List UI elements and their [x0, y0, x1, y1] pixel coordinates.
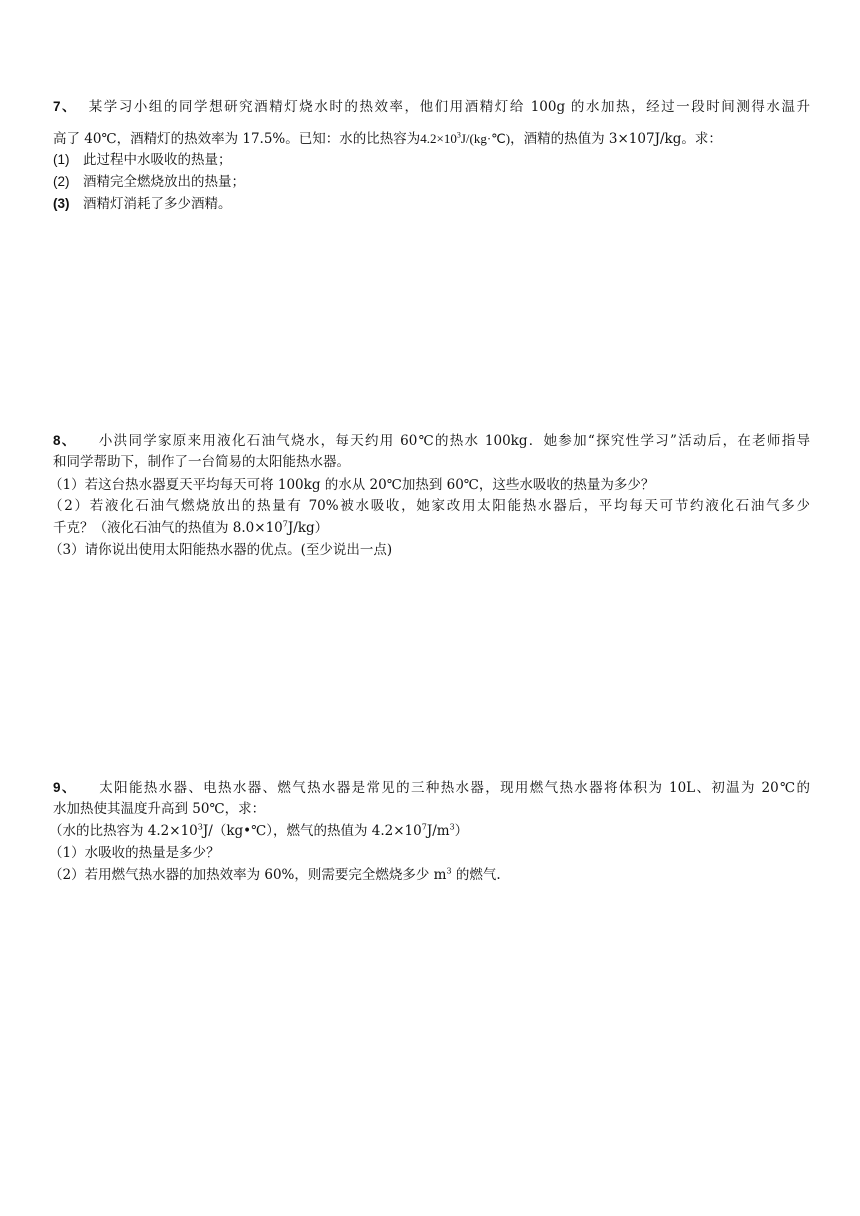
question-number: 8、 — [53, 433, 77, 448]
question-9-given: （水的比热容为 $4.2\times 10^3J/(kg•℃)$，燃气的热值为 $4.2\times 10^7J/m^3$） — [49, 822, 469, 839]
question-9-intro-line-1: 9、 太阳能热水器、电热水器、燃气热水器是常见的三种热水器，现用燃气热水器将体积为 10L、初温为 20℃的 — [53, 780, 810, 796]
question-8-intro-line-2: 和同学帮助下，制作了一台简易的太阳能热水器。 — [53, 454, 350, 470]
question-7-intro-line-1: 7、 某学习小组的同学想研究酒精灯烧水时的热效率，他们用酒精灯给 100g 的水加热，经过一段时间测得水温升 — [53, 99, 810, 115]
specific-heat-formula: $4.2\times 10^3J/(kg\cdot℃)$ — [420, 130, 511, 146]
question-number: 7、 — [53, 99, 78, 114]
question-7-intro-line-2: 高了 40℃，酒精灯的热效率为 17.5%。已知：水的比热容为$4.2\times 10^3J/(kg\cdot℃)$，酒精的热值为 3×107J/kg。求： — [53, 130, 722, 147]
question-7-item-2: (2) 酒精完全燃烧放出的热量； — [53, 174, 245, 190]
question-8-item-1: （1）若这台热水器夏天平均每天可将 100kg 的水从 20℃加热到 60℃，这些水吸收的热量为多少？ — [49, 477, 655, 493]
question-7-item-3: (3) 酒精灯消耗了多少酒精。 — [53, 196, 232, 212]
question-8-item-3: （3）请你说出使用太阳能热水器的优点。(至少说出一点) — [49, 542, 393, 558]
question-number: 9、 — [53, 780, 77, 795]
question-8-intro-line-1: 8、 小洪同学家原来用液化石油气烧水，每天约用 60℃的热水 100kg．她参加“探究性学习”活动后，在老师指导 — [53, 433, 810, 449]
question-9-item-2: （2）若用燃气热水器的加热效率为 60%，则需要完全燃烧多少 $m^3$ 的燃气. — [49, 866, 501, 883]
question-8-item-2-line-1: （2）若液化石油气燃烧放出的热量有 70%被水吸收，她家改用太阳能热水器后，平均每天可节约液化石油气多少 — [49, 498, 810, 514]
question-9-item-1: （1）水吸收的热量是多少？ — [49, 845, 220, 861]
question-8-item-2-line-2: 千克？（液化石油气的热值为 $8.0\times 10^7J/kg$） — [53, 519, 329, 536]
question-9-intro-line-2: 水加热使其温度升高到 50℃，求： — [53, 801, 266, 817]
question-7-item-1: (1) 此过程中水吸收的热量； — [53, 152, 232, 168]
